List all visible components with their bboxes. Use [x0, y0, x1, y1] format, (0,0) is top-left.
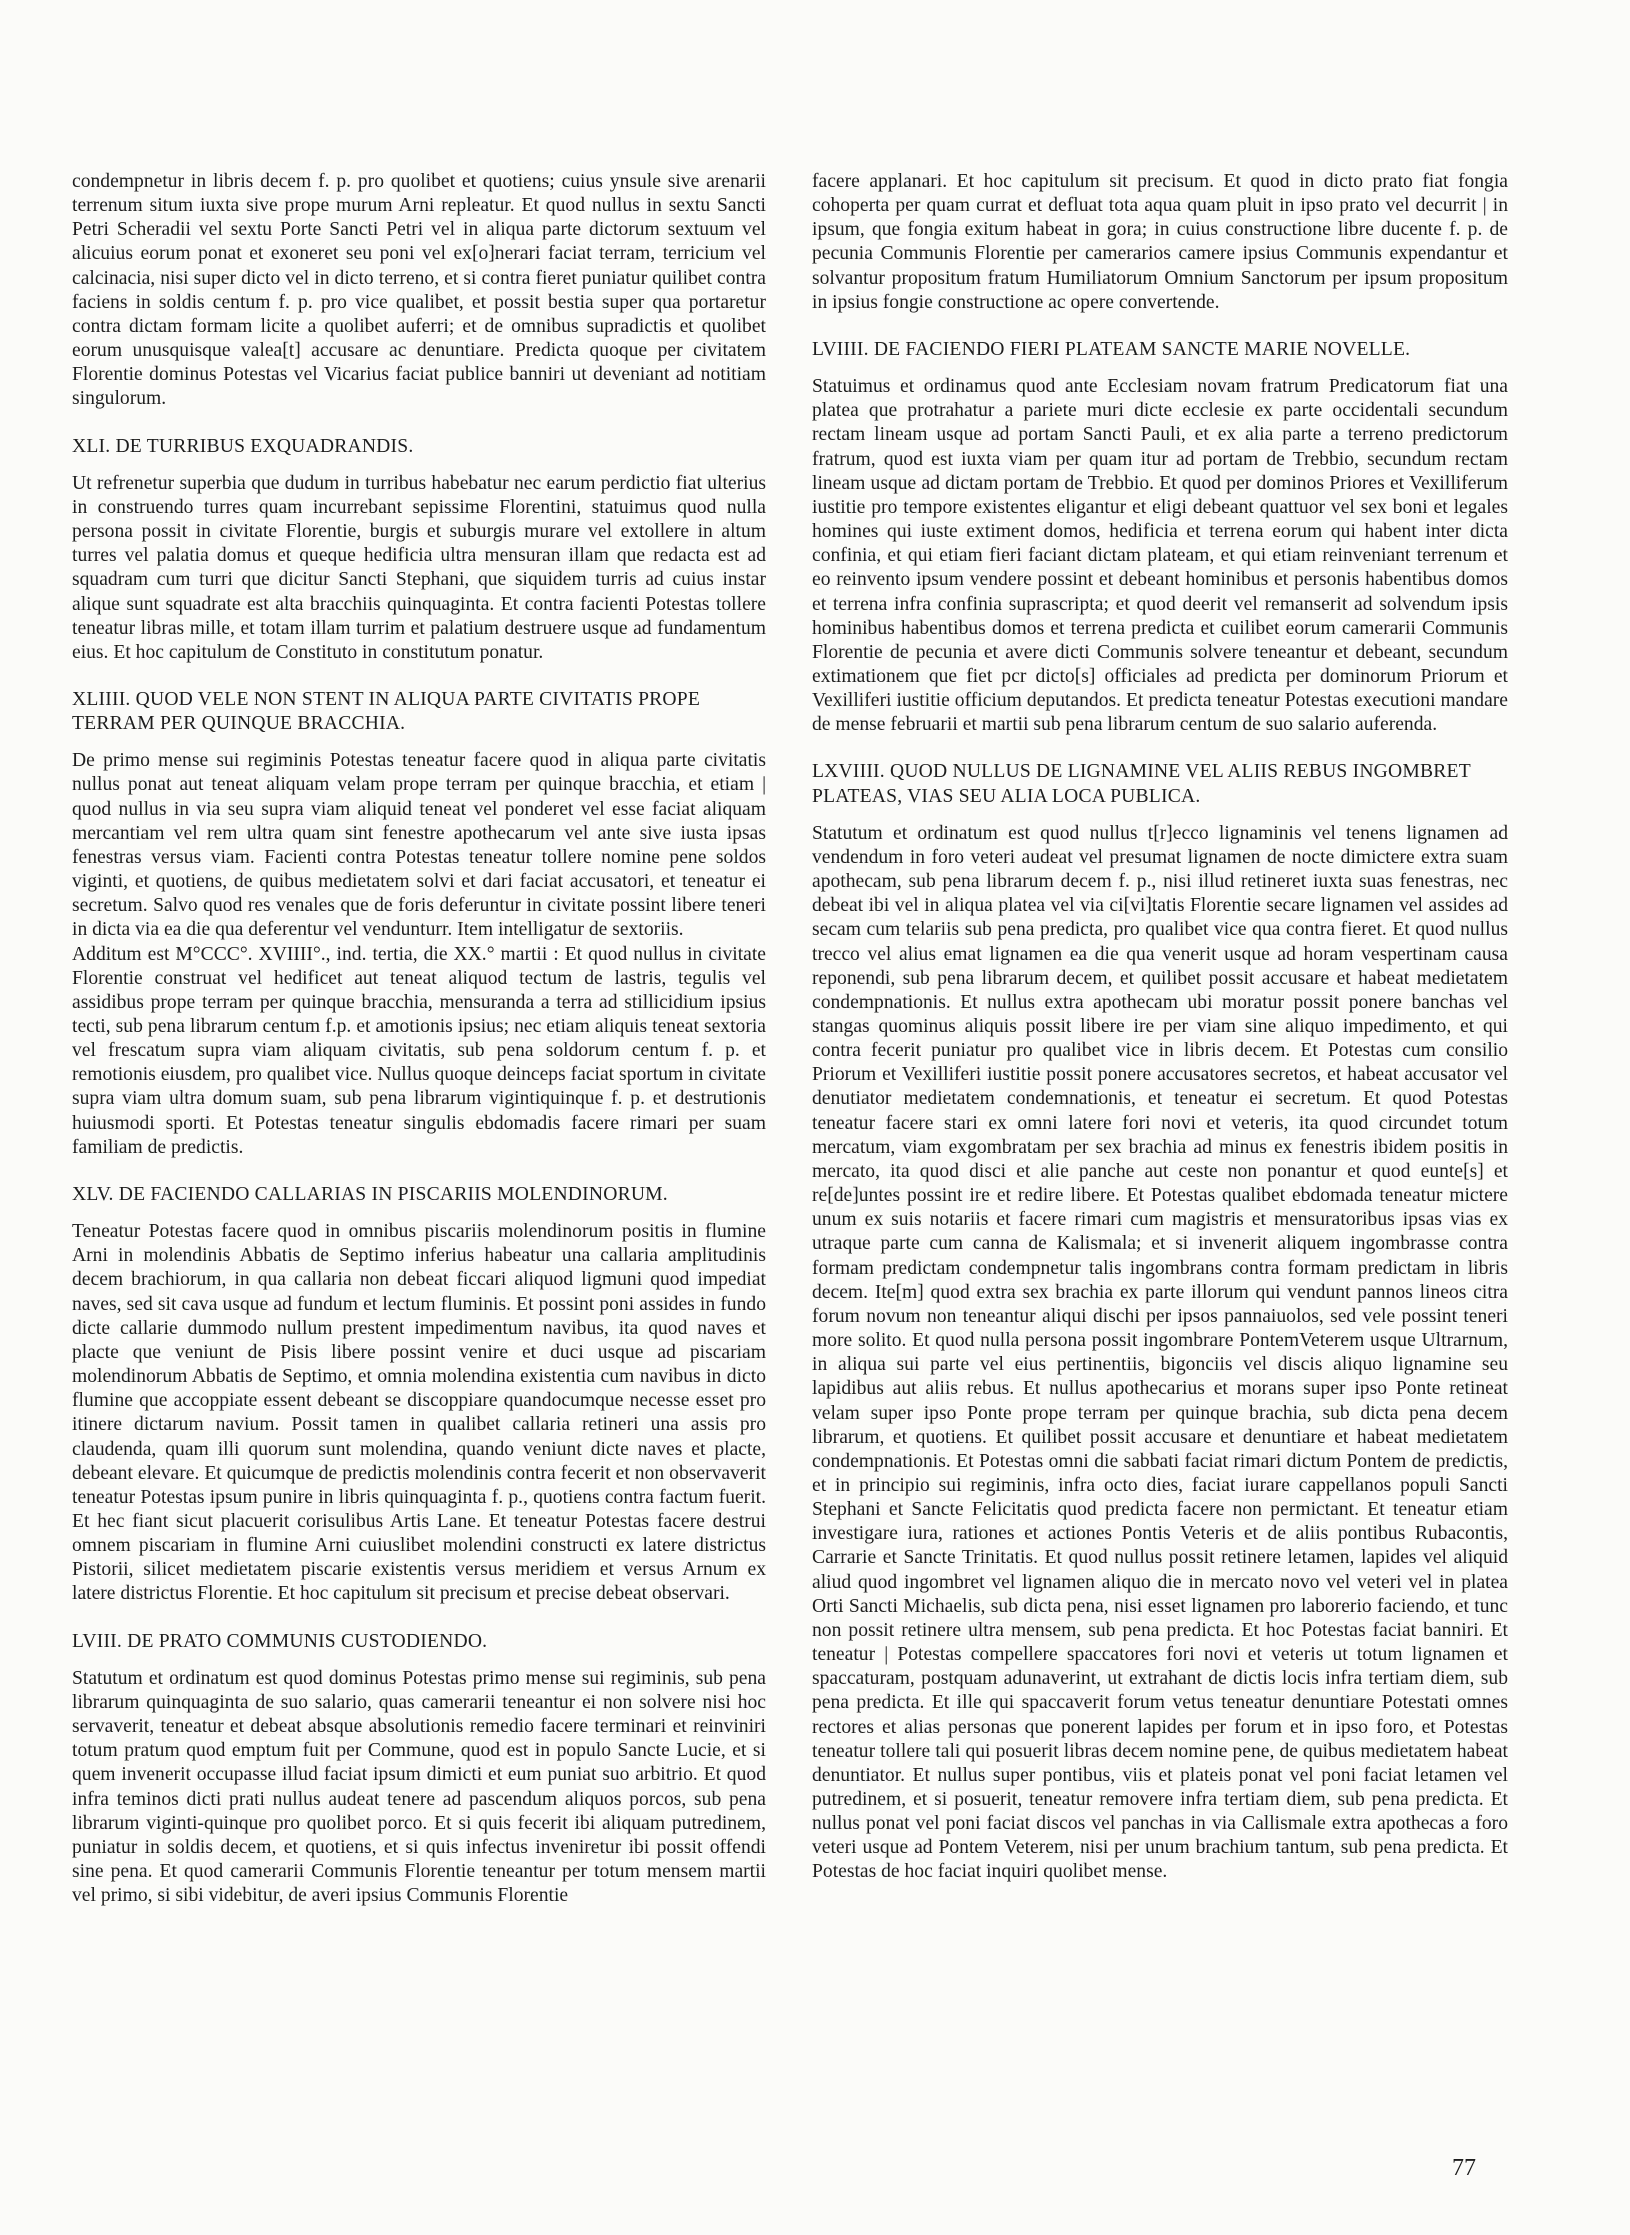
left-column	[72, 170, 766, 1908]
paragraph: condempnetur in libris decem f. p. pro quolibet et quotiens; cuius ynsule sive arenarii terrenum situm iuxta sive prope murum Arni repleatur. Et quod nullus in sextu Sancti Petri Scheradii vel sextu Porte Sancti Petri vel in aliqua parte dictorum sextuum vel alicuius eorum ponat et exoneret seu poni vel ex[o]nerari faciat terram, terricium vel calcinacia, nisi super dicto vel in dicto terreno, et si contra fieret puniatur quilibet contra faciens in soldis centum f. p. pro vice qualibet, et possit bestia super qua portaretur contra dictam formam licite a quolibet auferri; et de omnibus supradictis et quolibet eorum unusquisque valea[t] accusare ac denuntiare. Predicta quoque per civitatem Florentie dominus Potestas vel Vicarius faciat publice banniri ut deveniant ad notitiam singulorum.	[72, 171, 766, 410]
section-heading: LXVIIII. QUOD NULLUS DE LIGNAMINE VEL ALIIS REBUS INGOMBRET PLATEAS, VIAS SEU ALIA LOCA PUBLICA.	[812, 761, 1471, 807]
paragraph: Statutum et ordinatum est quod dominus Potestas primo mense sui regiminis, sub pena librarum quinquaginta de suo salario, quas camerarii teneantur ei non solvere nisi hoc servaverit, teneatur et debeat absque absolutionis remedio facere terminari et reinviniri totum pratum quod emptum fuit per Commune, quod est in populo Sancte Lucie, et si quem invenerit occupasse illud faciat ipsum dimicti et eum puniat suo arbitrio. Et quod infra teminos dicti prati nullus audeat tenere ad pascendum aliquos porcos, sub pena librarum viginti-quinque pro quolibet porco. Et si quis fecerit ibi aliquam putredinem, puniatur in soldis decem, et quotiens, et si quis infectus inveniretur ibi possit offendi sine pena. Et quod camerarii Communis Florentie teneantur per totum mensem martii vel primo, si sibi videbitur, de averi ipsius Communis Florentie	[72, 1667, 766, 1907]
section-heading: LVIII. DE PRATO COMMUNIS CUSTODIENDO.	[72, 1630, 488, 1652]
section-heading: LVIIII. DE FACIENDO FIERI PLATEAM SANCTE MARIE NOVELLE.	[812, 338, 1411, 360]
paragraph: De primo mense sui regiminis Potestas teneatur facere quod in aliqua parte civitatis nullus ponat aut teneat aliquam velam prope terram per quinque bracchia, et etiam | quod nullus in via seu supra viam aliquid teneat vel ponderet vel esse faciat aliquam mercantiam vel rem ultra quam sint fenestre apothecarum vel ante sive iusta ipsas fenestras versus viam. Facienti contra Potestas teneatur tollere nomine pene soldos viginti, et quotiens, de quibus medietatem solvi et dari faciat accusatori, et teneatur ei secretum. Salvo quod res venales que de foris deferuntur in civitate possint libere teneri in dicta via ea die qua deferentur vel vendunturr. Item intelligatur de sextoriis.	[72, 750, 766, 941]
paragraph: Statuimus et ordinamus quod ante Ecclesiam novam fratrum Predicatorum fiat una platea que protrahatur a pariete muri dicte ecclesie ex parte occidentali secundum rectam lineam usque ad portam Sancti Pauli, et ex alia parte a terreno predictorum fratrum, quod est iuxta viam per quam itur ad portam de Trebbio, secundum rectam lineam usque ad dictam portam de Trebbio. Et quod per dominos Priores et Vexilliferum iustitie pro tempore existentes eligantur et eligi debeant quattuor vel sex boni et legales homines qui iuste extiment domos, hedificia et terrena eorum qui habent inter dicta confinia, et qui etiam fieri faciant dictam plateam, et qui etiam reinveniant terrenum et eo reinvento ipsum vendere possint et debeant hominibus et personis habentibus domos et terrena infra confinia suprascripta; et quod deerit vel remanserit ad solvendum ipsis hominibus habentibus domos et terrena predicta et cuilibet eorum camerarii Communis Florentie de pecunia et avere dicti Communis solvere teneantur et debeant, secundum extimationem que fiet pcr dicto[s] officiales ad predicta per dominorum Priorum et Vexilliferi iustitie officium deputandos. Et predicta teneatur Potestas executioni mandare de mense februarii et martii sub pena librarum centum de suo salario auferenda.	[812, 376, 1508, 736]
right-column	[812, 170, 1508, 1885]
paragraph: Statutum et ordinatum est quod nullus t[r]ecco lignaminis vel tenens lignamen ad vendendum in foro veteri audeat vel presumat lignamen de nocte dimictere extra suam apothecam, sub pena librarum decem f. p., nisi illud retineret iuxta suas fenestras, nec debeat ibi vel in aliqua platea vel via ci[vi]tatis Florentie secare lignamen vel assides ad secam cum telariis sub pena predicta, pro qualibet vice qua contra fieret. Et quod nullus trecco vel alius emat lignamen ea die qua venerit usque ad horam vespertinam causa reponendi, sub pena librarum decem, et quilibet possit accusare et habeat medietatem condempnationis. Et nullus extra apothecam ubi moratur possit ponere banchas vel stangas quominus aliquis possit libere ire per viam sine aliquo impedimento, et qui contra fecerit puniatur pro qualibet vice in libris decem. Et Potestas cum consilio Priorum et Vexilliferi iustitie possit ponere accusatores secretos, et habeat accusator vel denutiator medietatem condemnationis, et teneatur ei secretum. Et quod Potestas teneatur facere stari ex omni latere fori novi et veteris, ita quod circundet totum mercatum, viam exgombratam per sex brachia ad minus ex fenestris ibidem positis in mercato, ita quod disci et alie panche aut ceste non ponantur et quod eunte[s] et re[de]untes possint ire et redire libere. Et Potestas qualibet ebdomada teneatur mictere unum ex suis notariis et facere rimari cum magistris et mensuratoribus ipsas vias ex utraque parte cum canna de Kalismala; et si invenerit aliquem ingombrasse contra formam predictam condempnetur talis ingombrans contra formam predictam in libris decem. Ite[m] quod extra sex brachia ex parte illorum qui vendunt pannos lineos citra forum novum non teneantur aliqui dischi per ipsos pannaiuolos, sed vele possint teneri more solito. Et quod nulla persona possit ingombrare PontemVeterem usque Ultrarnum, in aliqua sui parte vel eius pertinentiis, bigonciis vel discis aliquo lignamine seu lapidibus aut aliis rebus. Et nullus apothecarius et morans super ipso Ponte retineat velam super ipso Ponte prope terram per quinque brachia, sub dicta pena decem librarum, et quotiens. Et quilibet possit accusare et denuntiare et habeat medietatem condempnationis. Et Potestas omni die sabbati faciat rimari dictum Pontem de predictis, et in principio sui regiminis, infra octo dies, faciat iurare cappellanos populi Sancti Stephani et Sancte Felicitatis quod predicta facere non permictant. Et teneatur etiam investigare iura, rationes et actiones Pontis Veteris et de aliis pontibus Rubacontis, Carrarie et Sancte Trinitatis. Et quod nullus possit retinere letamen, lapides vel aliquid aliud quod ingombret vel lignamen aliquo die in mercato novo vel veteri vel in platea Orti Sancti Michaelis, sub dicta pena, nisi esset lignamen pro laborerio faciendo, et tunc non possit retinere ultra mensem, sub pena predicta. Et hoc Potestas faciat banniri. Et teneatur | Potestas compellere spaccatores fori novi et veteris ut totum lignamen et spaccaturam, postquam adunaverint, ut extrahant de dictis locis infra tertiam diem, sub pena predicta. Et ille qui spaccaverit forum vetus teneatur denuntiare Potestati omnes rectores et alias personas que ponerent lapides per forum et in ipso foro, et Potestas teneatur tollere tali qui posuerit libras decem nomine pene, de quibus medietatem habeat denuntiator. Et nullus super pontibus, viis et plateis ponat vel poni faciat letamen vel putredinem, et si posuerit, teneatur removere infra tertiam diem, sub pena predicta. Et nullus ponat vel poni faciat discos vel panchas in via Callismale extra apothecas a foro veteri usque ad Pontem Veterem, nisi per unum brachium tantum, sub pena predicta. Et Potestas de hoc faciat inquiri quolibet mense.	[812, 822, 1508, 1883]
paragraph: Teneatur Potestas facere quod in omnibus piscariis molendinorum positis in flumine Arni in molendinis Abbatis de Septimo inferius habeatur una callaria amplitudinis decem brachiorum, in qua callaria non debeat ficcari aliquod ligmuni quod impediat naves, sed sit cava usque ad fundum et lectum fluminis. Et possint poni assides in fundo dicte callarie dummodo nullum prestent impedimentum navibus, ita quod naves et placte que veniunt de Pisis libere possint venire et duci usque ad piscariam molendinorum Abbatis de Septimo, et omnia molendina existentia cum navibus in dicto flumine que accoppiate essent debeant se discoppiare quandocumque necesse esset pro itinere dictarum navium. Possit tamen in qualibet callaria retineri una assis pro claudenda, quam illi quorum sunt molendina, quando veniunt dicte naves et placte, debeant elevare. Et quicumque de predictis molendinis contra fecerit et non observaverit teneatur Potestas ipsum punire in libris quinquaginta f. p., quotiens contra factum fuerit. Et hec fiant sicut placuerit corisulibus Artis Lane. Et teneatur Potestas facere destrui omnem piscariam in flumine Arni cuiuslibet molendini constructi ex latere districtus Pistorii, silicet medietatem piscarie existentis versus meridiem et versus Arnum ex latere districtus Florentie. Et hoc capitulum sit precisum et precise debeat observari.	[72, 1221, 766, 1605]
section-heading: XLI. DE TURRIBUS EXQUADRANDIS.	[72, 435, 414, 457]
paragraph: Additum est M°CCC°. XVIIII°., ind. tertia, die XX.° martii : Et quod nullus in civitate Florentie construat vel hedificet aut teneat aliquod tectum de lastris, tegulis vel assidibus prope terram per quinque bracchia, mensuranda a terra ad stillicidium ipsius tecti, sub pena librarum centum f.p. et amotionis ipsius; nec etiam aliquis teneat sextoria vel frescatum supra viam aliquam civitatis, sub pena soldorum centum f. p. et remotionis eiusdem, pro qualibet vice. Nullus quoque deinceps faciat sportum in civitate supra viam ultra domum suam, sub pena librarum vigintiquinque f. p. et destrutionis huiusmodi sporti. Et Potestas teneatur singulis ebdomadis facere rimari per suam familiam de predictis.	[72, 943, 766, 1158]
section-heading: XLV. DE FACIENDO CALLARIAS IN PISCARIIS MOLENDINORUM.	[72, 1183, 668, 1205]
section-heading: XLIIII. QUOD VELE NON STENT IN ALIQUA PARTE CIVITATIS PROPE TERRAM PER QUINQUE BRACCHIA.	[72, 688, 701, 735]
paragraph: facere applanari. Et hoc capitulum sit precisum. Et quod in dicto prato fiat fongia cohoperta per quam currat et defluat tota aqua quam pluit in ipso prato vel decurrit | in ipsum, que fongia exitum habeat in gora; in cuius constructione libre ducente f. p. de pecunia Communis Florentie per camerarios camere ipsius Communis expendantur et solvantur propositum fratum Humiliatorum Omnium Sanctorum per ipsum propositum in ipsius fongie constructione ac opere convertende.	[812, 171, 1508, 313]
paragraph: Ut refrenetur superbia que dudum in turribus habebatur nec earum perdictio fiat ulterius in construendo turres quam incurrebant sepissime Florentini, statuimus quod nulla persona possit in civitate Florentie, burgis et suburgis murare vel extollere in altum turres vel palatia domus et queque hedificia ultra mensuran illam que redacta est ad squadram cum turri que dicitur Sancti Stephani, que siquidem turris ad cuius instar alique sunt squadrate est alta bracchiis quinquaginta. Et contra facienti Potestas tollere teneatur libras mille, et totam illam turrim et palatium destruere usque ad fundamentum eius. Et hoc capitulum de Constituto in constitutum ponatur.	[72, 472, 766, 663]
page-number: 77	[1452, 2155, 1476, 2181]
